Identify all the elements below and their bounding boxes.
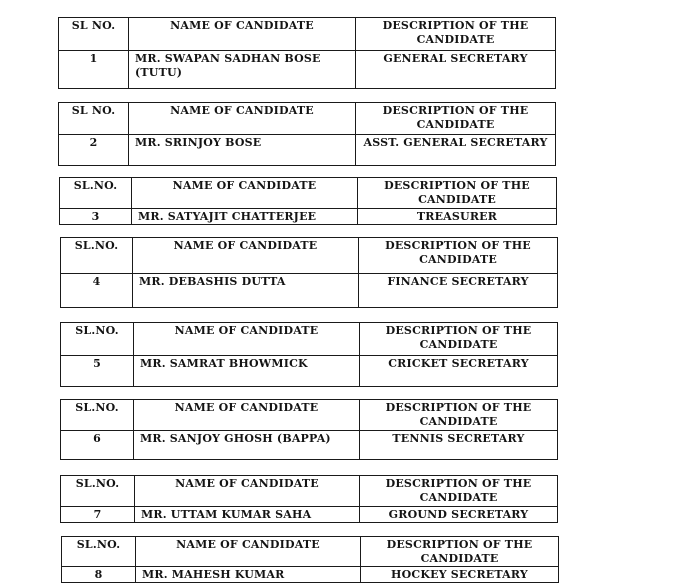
cell-sl-no: 2 xyxy=(59,135,129,166)
candidate-table-6 xyxy=(60,399,558,460)
header-sl-no: SL.NO. xyxy=(61,400,134,431)
candidate-table-8 xyxy=(61,536,559,583)
header-name-of-candidate: NAME OF CANDIDATE xyxy=(129,103,356,135)
header-name-of-candidate: NAME OF CANDIDATE xyxy=(132,178,358,209)
header-description: DESCRIPTION OF THE CANDIDATE xyxy=(360,400,558,431)
header-description: DESCRIPTION OF THE CANDIDATE xyxy=(359,238,558,274)
cell-description: ASST. GENERAL SECRETARY xyxy=(356,135,556,166)
header-sl-no: SL NO. xyxy=(59,18,129,51)
cell-description: TENNIS SECRETARY xyxy=(360,431,558,460)
cell-candidate-name: MR. DEBASHIS DUTTA xyxy=(133,274,359,308)
header-sl-no: SL.NO. xyxy=(61,476,135,507)
cell-candidate-name: MR. SATYAJIT CHATTERJEE xyxy=(132,209,358,225)
candidate-table-7 xyxy=(60,475,558,523)
cell-candidate-name: MR. SWAPAN SADHAN BOSE (TUTU) xyxy=(129,51,356,89)
header-sl-no: SL.NO. xyxy=(60,178,132,209)
cell-candidate-name: MR. SRINJOY BOSE xyxy=(129,135,356,166)
header-name-of-candidate: NAME OF CANDIDATE xyxy=(136,537,361,567)
header-name-of-candidate: NAME OF CANDIDATE xyxy=(134,323,360,356)
header-sl-no: SL NO. xyxy=(59,103,129,135)
cell-candidate-name: MR. UTTAM KUMAR SAHA xyxy=(135,507,360,523)
candidate-table-2 xyxy=(58,102,556,166)
cell-sl-no: 5 xyxy=(61,356,134,387)
header-description: DESCRIPTION OF THE CANDIDATE xyxy=(360,476,558,507)
header-name-of-candidate: NAME OF CANDIDATE xyxy=(135,476,360,507)
header-sl-no: SL.NO. xyxy=(62,537,136,567)
header-description: DESCRIPTION OF THE CANDIDATE xyxy=(356,103,556,135)
cell-sl-no: 6 xyxy=(61,431,134,460)
cell-description: TREASURER xyxy=(358,209,557,225)
cell-description: FINANCE SECRETARY xyxy=(359,274,558,308)
header-description: DESCRIPTION OF THE CANDIDATE xyxy=(356,18,556,51)
cell-description: HOCKEY SECRETARY xyxy=(361,567,559,583)
cell-description: CRICKET SECRETARY xyxy=(360,356,558,387)
cell-sl-no: 7 xyxy=(61,507,135,523)
cell-candidate-name: MR. SANJOY GHOSH (BAPPA) xyxy=(134,431,360,460)
cell-sl-no: 3 xyxy=(60,209,132,225)
candidate-table-4 xyxy=(60,237,558,308)
cell-description: GROUND SECRETARY xyxy=(360,507,558,523)
cell-sl-no: 1 xyxy=(59,51,129,89)
header-name-of-candidate: NAME OF CANDIDATE xyxy=(134,400,360,431)
candidate-table-5 xyxy=(60,322,558,387)
cell-candidate-name: MR. SAMRAT BHOWMICK xyxy=(134,356,360,387)
cell-sl-no: 4 xyxy=(61,274,133,308)
header-description: DESCRIPTION OF THE CANDIDATE xyxy=(360,323,558,356)
header-name-of-candidate: NAME OF CANDIDATE xyxy=(129,18,356,51)
cell-description: GENERAL SECRETARY xyxy=(356,51,556,89)
cell-sl-no: 8 xyxy=(62,567,136,583)
header-description: DESCRIPTION OF THE CANDIDATE xyxy=(358,178,557,209)
header-description: DESCRIPTION OF THE CANDIDATE xyxy=(361,537,559,567)
header-name-of-candidate: NAME OF CANDIDATE xyxy=(133,238,359,274)
header-sl-no: SL.NO. xyxy=(61,238,133,274)
cell-candidate-name: MR. MAHESH KUMAR xyxy=(136,567,361,583)
header-sl-no: SL.NO. xyxy=(61,323,134,356)
candidate-table-1 xyxy=(58,17,556,89)
candidate-table-3 xyxy=(59,177,557,225)
